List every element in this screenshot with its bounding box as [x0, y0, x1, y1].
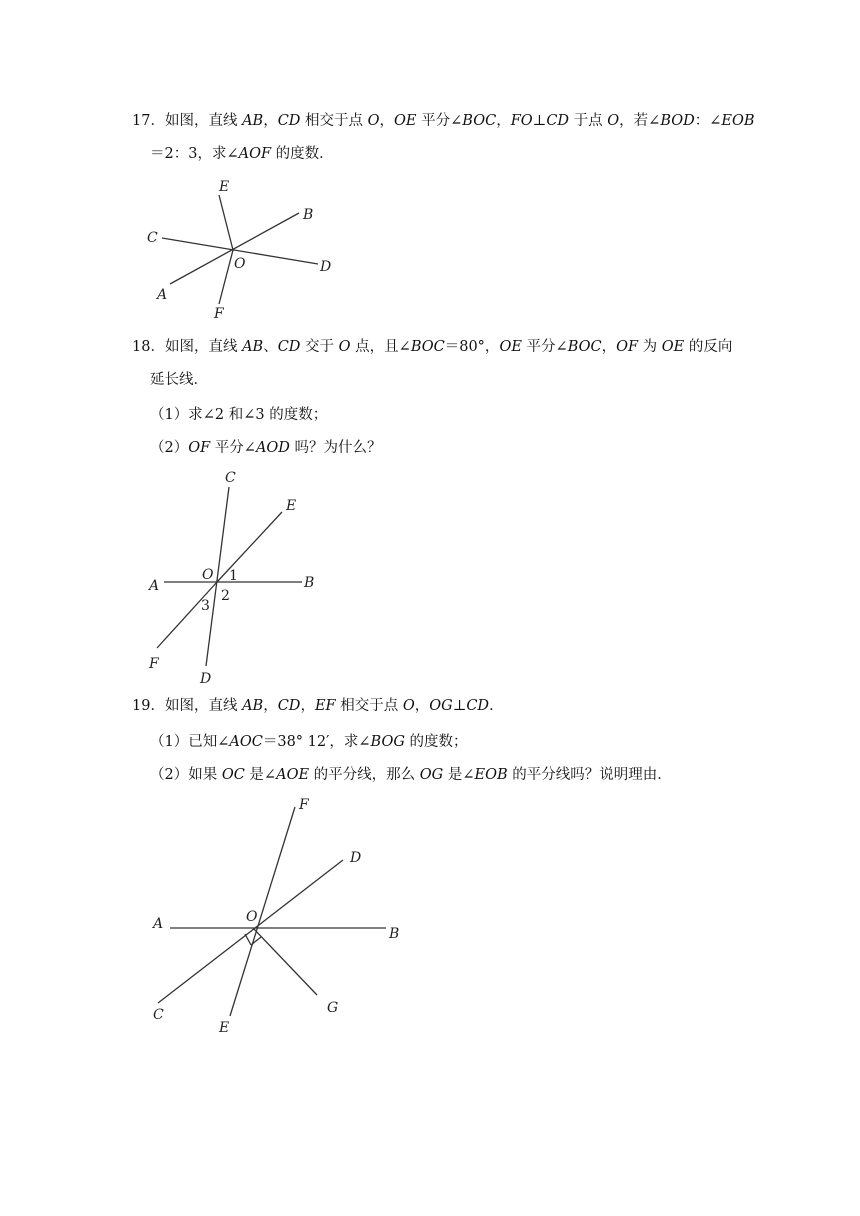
p18-label-3: 3	[201, 598, 210, 614]
text-segment: OF	[616, 339, 639, 355]
text-segment: 18．如图，直线	[132, 339, 243, 355]
p19-label-a: A	[153, 916, 164, 932]
text-segment: ，	[300, 698, 315, 714]
text-segment: ．	[489, 698, 504, 714]
p18-label-a: A	[149, 578, 160, 594]
text-segment: 平分∠	[521, 339, 568, 355]
p18-label-d: D	[200, 671, 212, 687]
text-segment: （2）	[150, 440, 189, 456]
text-segment: CD	[277, 339, 301, 355]
text-segment: 平分∠	[416, 113, 463, 129]
text-segment: ，	[263, 698, 278, 714]
text-segment: ⊥	[452, 698, 467, 714]
text-segment: OE	[499, 339, 522, 355]
text-segment: OC	[221, 767, 245, 783]
text-segment: 的度数；	[404, 734, 468, 750]
p18-label-c: C	[225, 470, 236, 486]
p17-label-e: E	[219, 179, 230, 195]
text-segment: 的平分线，那么	[309, 767, 420, 783]
text-segment: AB	[242, 339, 264, 355]
text-segment: 延长线．	[150, 372, 208, 388]
text-segment: FO	[510, 113, 533, 129]
p17-label-a: A	[157, 287, 168, 303]
text-segment: EOB	[721, 113, 755, 129]
text-segment: 平分∠	[210, 440, 256, 456]
p18-label-2: 2	[221, 588, 230, 604]
text-segment: AOE	[276, 767, 310, 783]
text-segment: OE	[661, 339, 685, 355]
text-segment: ，若∠	[619, 113, 661, 129]
p18-label-e: E	[286, 498, 297, 514]
p17-label-c: C	[147, 230, 158, 246]
p18-label-f: F	[149, 656, 159, 672]
p18-label-o: O	[202, 567, 214, 583]
text-segment: 的度数．	[271, 146, 334, 162]
text-segment: （2）如果	[150, 767, 222, 783]
text-segment: ，	[601, 339, 617, 355]
text-segment: CD	[277, 698, 301, 714]
p17-label-b: B	[303, 207, 314, 223]
p19-line-cd	[158, 860, 343, 1003]
p19-label-o: O	[246, 909, 258, 925]
text-segment: 是∠	[443, 767, 475, 783]
text-segment: BOC	[567, 339, 602, 355]
p17-label-d: D	[320, 259, 332, 275]
text-segment: EOB	[474, 767, 508, 783]
text-segment: ，	[379, 113, 395, 129]
text-segment: 是∠	[244, 767, 277, 783]
text-segment: CD	[546, 113, 570, 129]
text-segment: BOG	[370, 734, 405, 750]
text-segment: BOC	[410, 339, 445, 355]
text-segment: 交于	[300, 339, 339, 355]
text-segment: AOD	[255, 440, 290, 456]
text-segment: （1）已知∠	[150, 734, 230, 750]
text-segment: 点，且∠	[350, 339, 411, 355]
p19-label-b: B	[389, 926, 400, 942]
p18-label-1: 1	[229, 568, 238, 584]
text-segment: ：∠	[694, 113, 722, 129]
p19-ray-og	[253, 928, 317, 995]
p19-right-angle-2	[251, 937, 261, 945]
p19-label-d: D	[350, 850, 362, 866]
text-segment: EF	[314, 698, 336, 714]
text-segment: O	[367, 113, 380, 129]
text-segment: CD	[466, 698, 490, 714]
p19-label-g: G	[327, 1000, 339, 1016]
p19-label-c: C	[153, 1007, 164, 1023]
text-segment: ，	[414, 698, 430, 714]
text-segment: OE	[394, 113, 417, 129]
text-segment: ，	[263, 113, 278, 129]
text-segment: 为	[638, 339, 662, 355]
text-segment: 于点	[569, 113, 608, 129]
text-segment: 相交于点	[300, 113, 368, 129]
text-segment: ⊥	[532, 113, 547, 129]
text-segment: AOF	[238, 146, 272, 162]
text-segment: ＝80°，	[444, 339, 500, 355]
text-segment: OF	[188, 440, 211, 456]
text-segment: OG	[419, 767, 444, 783]
text-segment: AB	[242, 698, 264, 714]
text-segment: 的反向	[684, 339, 733, 355]
p18-label-b: B	[304, 575, 315, 591]
p17-label-f: F	[214, 306, 224, 322]
text-segment: O	[338, 339, 351, 355]
text-segment: CD	[277, 113, 301, 129]
p19-right-angle-1	[245, 934, 251, 945]
text-segment: ＝2：3，求∠	[150, 146, 239, 162]
text-segment: ＝38° 12′，求∠	[262, 734, 371, 750]
text-segment: 19．如图，直线	[132, 698, 243, 714]
text-segment: O	[607, 113, 620, 129]
text-segment: 17．如图，直线	[132, 113, 243, 129]
text-segment: 吗？为什么？	[289, 440, 382, 456]
text-segment: BOD	[660, 113, 695, 129]
text-segment: AOC	[229, 734, 263, 750]
text-segment: 相交于点	[335, 698, 403, 714]
p19-line-ef	[230, 807, 295, 1016]
text-segment: 、	[263, 339, 278, 355]
p19-label-e: E	[219, 1020, 230, 1036]
p17-label-o: O	[234, 256, 246, 272]
text-segment: ，	[496, 113, 511, 129]
text-segment: O	[402, 698, 415, 714]
text-segment: （1）求∠2 和∠3 的度数；	[150, 407, 328, 423]
p19-label-f: F	[299, 797, 309, 813]
text-segment: BOC	[462, 113, 497, 129]
text-segment: 的平分线吗？说明理由．	[507, 767, 672, 783]
text-segment: OG	[429, 698, 453, 714]
text-segment: AB	[242, 113, 264, 129]
